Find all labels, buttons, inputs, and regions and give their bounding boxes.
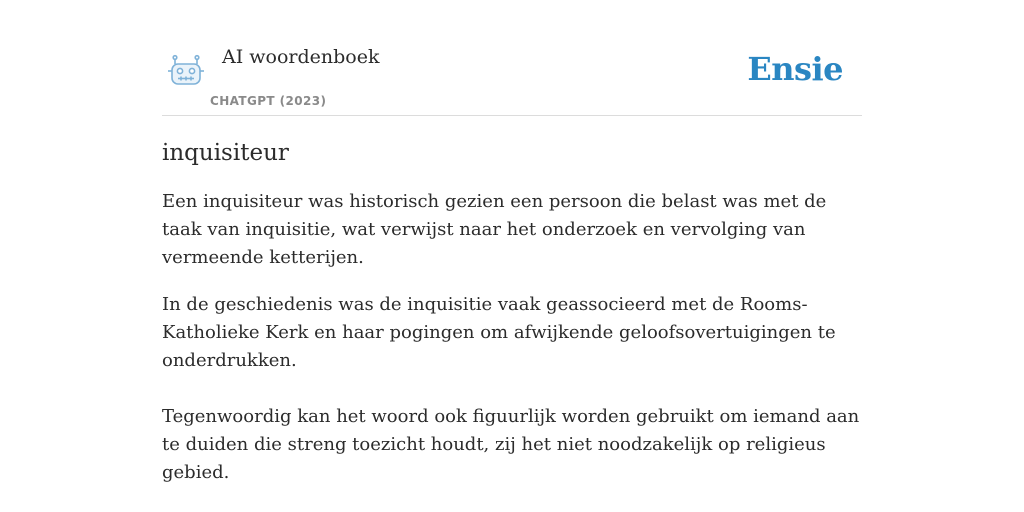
- source-subtitle: CHATGPT (2023): [210, 94, 327, 108]
- robot-icon: [166, 50, 206, 90]
- entry-header: [162, 30, 862, 116]
- entry-term: inquisiteur: [162, 140, 289, 166]
- definition-paragraph: In de geschiedenis was de inquisitie vaak geassocieerd met de Rooms-Katholieke Kerk en haar pogingen om afwijkende geloofsovertuigingen te onderdrukken.: [162, 294, 836, 371]
- brand-logo-link[interactable]: Ensie: [747, 50, 843, 88]
- definition-paragraph: Tegenwoordig kan het woord ook figuurlijk worden gebruikt om iemand aan te duiden die streng toezicht houdt, zij het niet noodzakelijk op religieus gebied.: [162, 406, 860, 483]
- definition-paragraph: Een inquisiteur was historisch gezien een persoon die belast was met de taak van inquisitie, wat verwijst naar het onderzoek en vervolging van vermeende ketterijen.: [162, 191, 827, 268]
- source-title: AI woordenboek: [222, 46, 380, 68]
- entry-card: [162, 30, 862, 487]
- entry-definition: [162, 188, 862, 487]
